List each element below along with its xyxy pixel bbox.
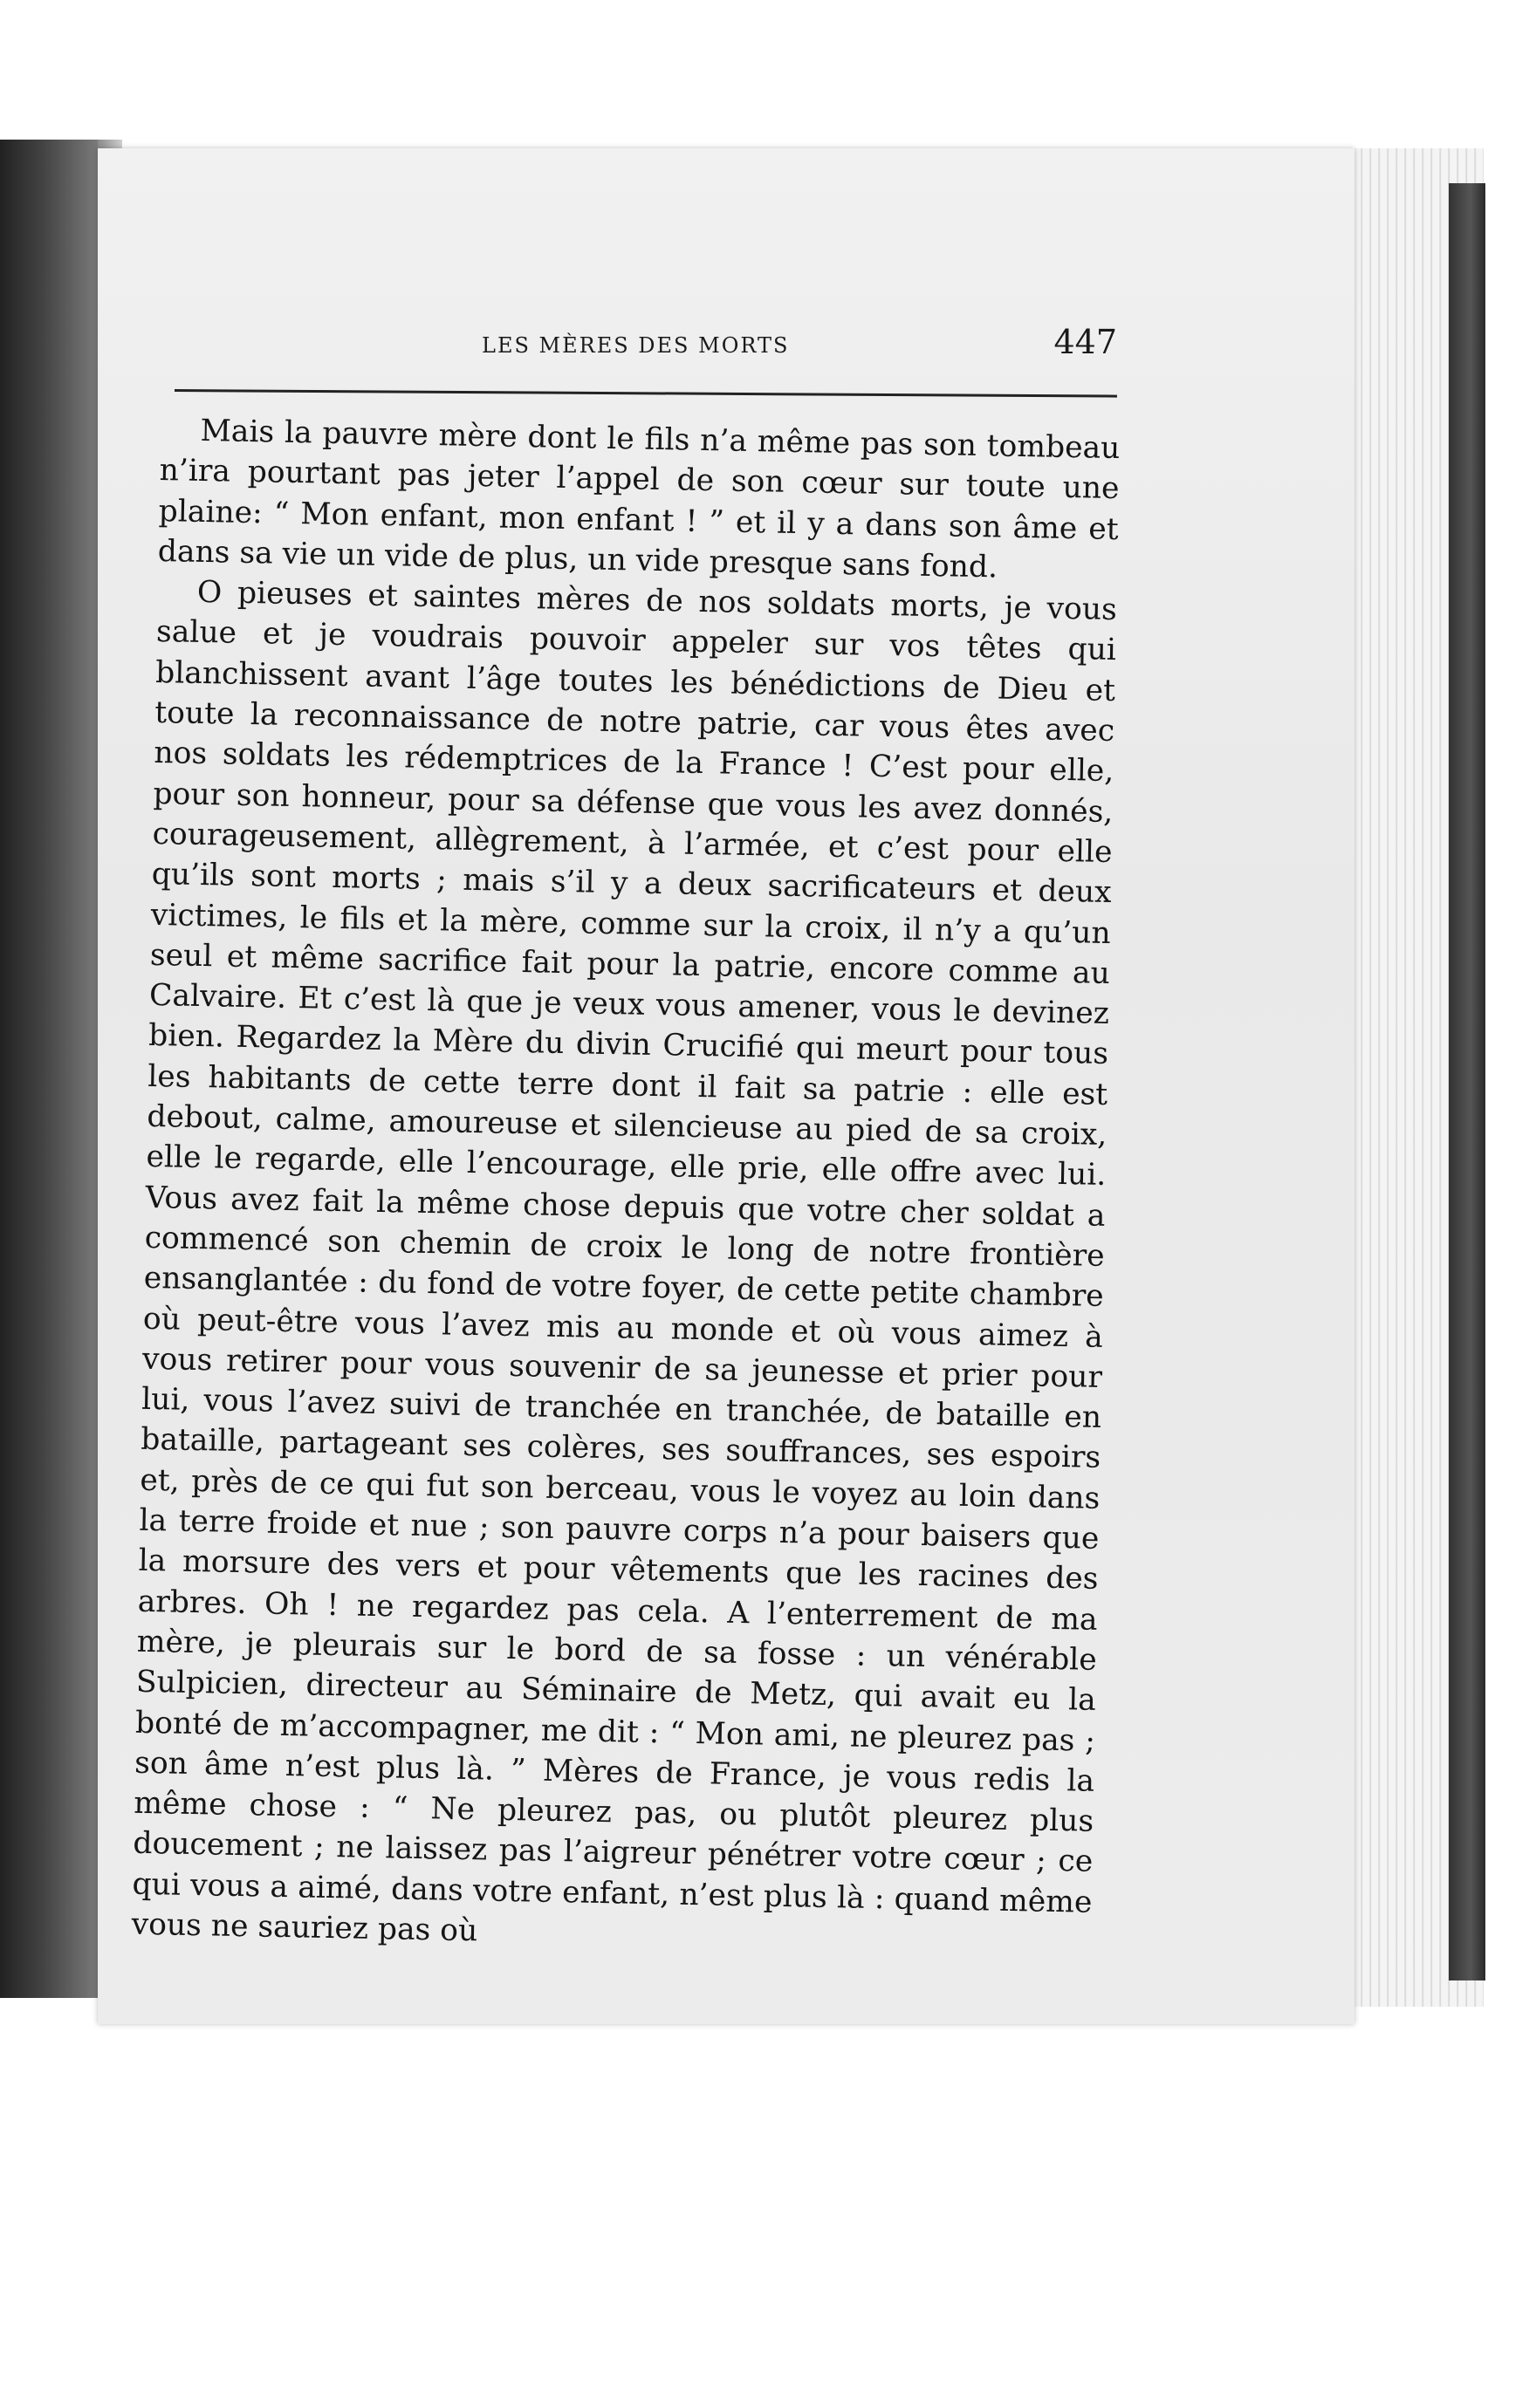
book-cover-edge (1449, 183, 1485, 1980)
running-title: LES MÈRES DES MORTS (482, 333, 790, 358)
page-header (175, 323, 1117, 384)
body-text (131, 410, 1121, 1963)
page-number: 447 (1053, 323, 1117, 361)
paragraph: O pieuses et saintes mères de nos soldats morts, je vous salue et je voudrais pouvoir appeler sur vos têtes qui blanchissent avant l’âge toutes les bénédictions de Dieu et toute la reconnaissance de notre patrie, car vous êtes avec nos soldats les rédemptrices de la France ! C’est pour elle, pour son honneur, pour sa défense que vous les avez donnés, courageusement, allègrement, à l’armée, et c’est pour elle qu’ils sont morts ; mais s’il y a deux sacrificateurs et deux victimes, le fils et la mère, comme sur la croix, il n’y a qu’un seul et même sacrifice fait pour la patrie, encore comme au Calvaire. Et c’est là que je veux vous amener, vous le devinez bien. Regardez la Mère du divin Crucifié qui meurt pour tous les habitants de cette terre dont il fait sa patrie : elle est debout, calme, amoureuse et silencieuse au pied de sa croix, elle le regarde, elle l’encourage, elle prie, elle offre avec lui. Vous avez fait la même chose depuis que votre cher soldat a commencé son chemin de croix le long de notre frontière ensanglantée : du fond de votre foyer, de cette petite chambre où peut-être vous l’avez mis au monde et où vous aimez à vous retirer pour vous souvenir de sa jeunesse et prier pour lui, vous l’avez suivi de tranchée en tranchée, de bataille en bataille, partageant ses colères, ses souffrances, ses espoirs et, près de ce qui fut son berceau, vous le voyez au loin dans la terre froide et nue ; son pauvre corps n’a pour baisers que la morsure des vers et pour vêtements que les racines des arbres. Oh ! ne regardez pas cela. A l’enterrement de ma mère, je pleurais sur le bord de sa fosse : un vénérable Sulpicien, directeur au Séminaire de Metz, qui avait eu la bonté de m’accompagner, me dit : “ Mon ami, ne pleurez pas ; son âme n’est plus là. ” Mères de France, je vous redis la même chose : “ Ne pleurez pas, ou plutôt pleurez plus doucement ; ne laissez pas l’aigreur pénétrer votre cœur ; ce qui vous a aimé, dans votre enfant, n’est plus là : quand même vous ne sauriez pas où (131, 575, 1118, 1949)
paragraph: Mais la pauvre mère dont le fils n’a même pas son tombeau n’ira pourtant pas jeter l’appel de son cœur sur toute une plaine: “ Mon enfant, mon enfant ! ” et il y a dans son âme et dans sa vie un vide de plus, un vide presque sans fond. (157, 413, 1121, 585)
book-left-edge (0, 140, 98, 1998)
